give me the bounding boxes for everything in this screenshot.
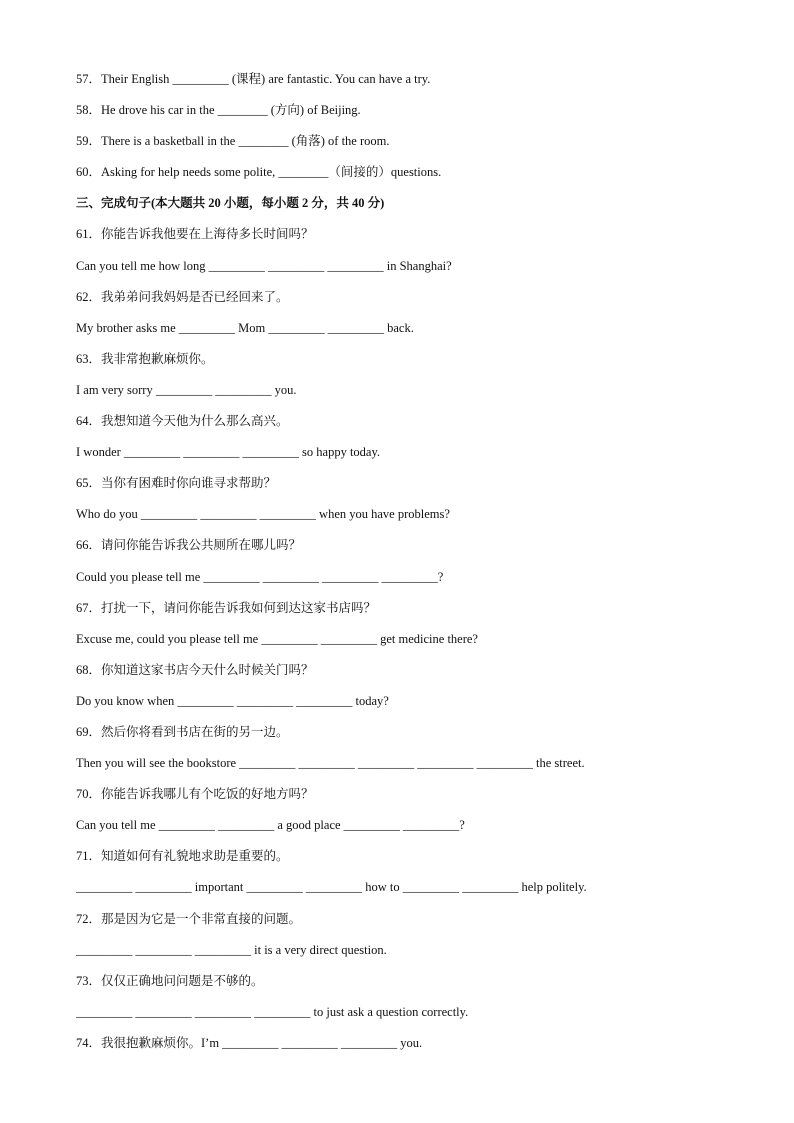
question-prompt-chinese: 67．打扰一下，请问你能告诉我如何到达这家书店吗？ — [76, 600, 377, 615]
answer-sentence-english: Excuse me, could you please tell me _________ _________ get medicine there? — [76, 631, 478, 646]
answer-sentence-english: _________ _________ important _________ _________ how to _________ _________ help politely. — [76, 880, 587, 895]
question-prompt-chinese: 61．你能告诉我他要在上海待多长时间吗？ — [76, 227, 314, 242]
question-prompt-chinese: 70．你能告诉我哪儿有个吃饭的好地方吗？ — [76, 787, 314, 802]
answer-sentence-english: Could you please tell me _________ _________ _________ _________? — [76, 569, 444, 584]
question-line: 57．Their English _________ (课程) are fantastic. You can have a try. — [76, 72, 431, 86]
answer-sentence-english: Can you tell me _________ _________ a good place _________ _________? — [76, 818, 465, 833]
question-prompt-chinese: 68．你知道这家书店今天什么时候关门吗？ — [76, 662, 314, 677]
answer-sentence-english: Can you tell me how long _________ _________ _________ in Shanghai? — [76, 258, 452, 273]
question-line: 58．He drove his car in the ________ (方向) of Beijing. — [76, 103, 361, 118]
question-prompt-chinese: 72．那是因为它是一个非常直接的问题。 — [76, 911, 302, 926]
answer-sentence-english: I am very sorry _________ _________ you. — [76, 382, 297, 397]
question-line: 59．There is a basketball in the ________ (角落) of the room. — [76, 134, 390, 149]
question-line: 60．Asking for help needs some polite, ________（间接的）questions. — [76, 165, 442, 180]
question-prompt-chinese: 64．我想知道今天他为什么那么高兴。 — [76, 414, 289, 429]
question-prompt-chinese: 73．仅仅正确地问问题是不够的。 — [76, 973, 264, 988]
answer-sentence-english: Then you will see the bookstore _________ _________ _________ _________ _________ the street. — [76, 756, 585, 771]
answer-sentence-english: My brother asks me _________ Mom _________ _________ back. — [76, 320, 414, 335]
answer-sentence-english: _________ _________ _________ _________ to just ask a question correctly. — [76, 1004, 469, 1019]
answer-sentence-english: Do you know when _________ _________ _________ today? — [76, 693, 389, 708]
question-list — [76, 64, 754, 1059]
question-prompt-chinese: 74．我很抱歉麻烦你。I’m _________ _________ _________ you. — [76, 1035, 423, 1050]
question-prompt-chinese: 65．当你有困难时你向谁寻求帮助？ — [76, 476, 277, 491]
question-prompt-chinese: 62．我弟弟问我妈妈是否已经回来了。 — [76, 289, 289, 304]
section-heading: 三、完成句子(本大题共 20 小题，每小题 2 分，共 40 分) — [76, 196, 385, 211]
question-prompt-chinese: 71．知道如何有礼貌地求助是重要的。 — [76, 849, 289, 864]
answer-sentence-english: I wonder _________ _________ _________ so happy today. — [76, 445, 381, 460]
answer-sentence-english: _________ _________ _________ it is a very direct question. — [76, 942, 387, 957]
question-prompt-chinese: 69．然后你将看到书店在街的另一边。 — [76, 724, 289, 739]
question-prompt-chinese: 66．请问你能告诉我公共厕所在哪儿吗？ — [76, 538, 302, 553]
answer-sentence-english: Who do you _________ _________ _________ when you have problems? — [76, 507, 450, 522]
question-prompt-chinese: 63．我非常抱歉麻烦你。 — [76, 351, 214, 366]
